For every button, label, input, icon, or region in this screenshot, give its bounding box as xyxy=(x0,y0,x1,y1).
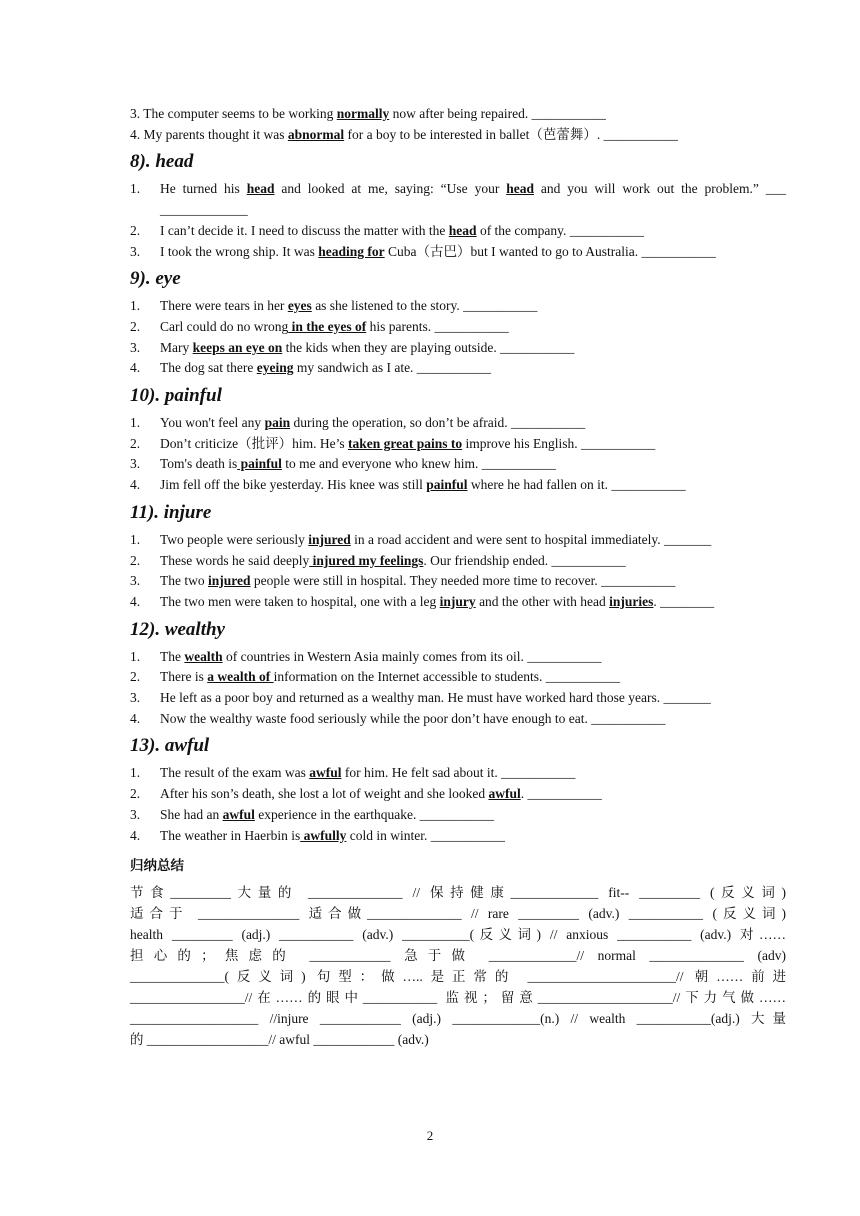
item-sentence: I can’t decide it. I need to discuss the matter with the head of the company. ___________ xyxy=(160,222,645,238)
item-number: 3. xyxy=(130,806,141,822)
summary-line: 节食_________大量的 ______________ // 保持健康_____________ fit-- _________ (反义词) xyxy=(130,885,786,901)
page-number: 2 xyxy=(426,1128,434,1143)
exercise-item xyxy=(130,688,786,709)
item-sentence: The weather in Haerbin is awfully cold in winter. ___________ xyxy=(160,827,505,843)
section-heading: 9). eye xyxy=(130,268,181,290)
item-sentence: After his son’s death, she lost a lot of weight and she looked awful. ___________ xyxy=(160,786,602,802)
keyword: head xyxy=(246,181,275,197)
section-heading: 11). injure xyxy=(130,501,212,523)
exercise-item xyxy=(130,709,786,730)
item-number: 2. xyxy=(130,318,141,334)
intro-line: 3. The computer seems to be working normally now after being repaired. ___________ xyxy=(130,106,606,121)
keyword: in the eyes of xyxy=(288,318,367,334)
answer-blank[interactable]: ___________ xyxy=(603,126,678,142)
item-number: 4. xyxy=(130,827,141,843)
item-sentence: I took the wrong ship. It was heading for Cuba（古巴）but I wanted to go to Australia. ___________ xyxy=(160,243,716,259)
exercise-item xyxy=(130,551,786,572)
item-number: 1. xyxy=(130,181,141,197)
item-number: 2. xyxy=(130,222,141,238)
item-sentence: Mary keeps an eye on the kids when they are playing outside. ___________ xyxy=(160,339,575,355)
summary-line: 适合于 _______________ 适合做______________ // rare _________ (adv.) ___________ (反义词) xyxy=(130,906,786,922)
exercise-item xyxy=(130,592,786,613)
exercise-item xyxy=(130,667,786,688)
item-sentence: Tom's death is painful to me and everyone who knew him. ___________ xyxy=(160,456,556,472)
keyword: awfully xyxy=(300,827,347,843)
keyword: keeps an eye on xyxy=(192,339,283,355)
exercise-sections xyxy=(130,150,786,846)
keyword: eyes xyxy=(287,298,312,314)
item-number: 1. xyxy=(130,531,141,547)
keyword: head xyxy=(506,181,534,197)
intro-lines xyxy=(130,104,786,145)
item-sentence: There is a wealth of information on the Internet accessible to students. ___________ xyxy=(160,669,621,685)
keyword: painful xyxy=(237,456,282,472)
exercise-item xyxy=(130,826,786,847)
item-number: 2. xyxy=(130,669,141,685)
item-sentence: Two people were seriously injured in a road accident and were sent to hospital immediately. _______ xyxy=(160,531,712,547)
exercise-item xyxy=(130,530,786,551)
exercise-item xyxy=(130,475,786,496)
summary-line: ___________________ //injure ____________ (adj.) _____________(n.) // wealth ___________(adj.) 大量 xyxy=(130,1011,786,1027)
item-number: 1. xyxy=(130,298,141,314)
item-sentence: Don’t criticize（批评）him. He’s taken great pains to improve his English. ___________ xyxy=(160,435,656,451)
summary-block xyxy=(130,882,786,1050)
item-sentence: He left as a poor boy and returned as a wealthy man. He must have worked hard those years. _______ xyxy=(160,690,711,706)
item-sentence: Carl could do no wrong in the eyes of his parents. ___________ xyxy=(160,318,509,334)
item-number: 3. xyxy=(130,573,141,589)
keyword: taken great pains to xyxy=(347,435,463,451)
exercise-item xyxy=(130,647,786,668)
keyword: injured my feelings xyxy=(309,552,424,568)
keyword: injury xyxy=(439,593,476,609)
item-sentence: The result of the exam was awful for him. He felt sad about it. ___________ xyxy=(160,765,576,781)
item-number: 1. xyxy=(130,648,141,664)
exercise-item xyxy=(130,571,786,592)
keyword: abnormal xyxy=(287,126,345,142)
section-heading: 8). head xyxy=(130,151,194,173)
section-heading: 12). wealthy xyxy=(130,618,225,640)
answer-blank[interactable]: ___________ xyxy=(531,106,606,121)
exercise-item xyxy=(130,221,786,242)
worksheet-page xyxy=(130,104,786,1050)
item-number: 3. xyxy=(130,456,141,472)
exercise-item xyxy=(130,784,786,805)
intro-line: 4. My parents thought it was abnormal for a boy to be interested in ballet（芭蕾舞）. ___________ xyxy=(130,126,678,142)
exercise-item xyxy=(130,413,786,434)
exercise-item xyxy=(130,434,786,455)
keyword: injuries xyxy=(609,593,654,609)
item-number: 1. xyxy=(130,765,141,781)
exercise-item xyxy=(130,179,786,220)
item-sentence: The wealth of countries in Western Asia mainly comes from its oil. ___________ xyxy=(160,648,602,664)
exercise-item xyxy=(130,242,786,263)
item-number: 4. xyxy=(130,593,141,609)
exercise-item xyxy=(130,763,786,784)
item-sentence: The two men were taken to hospital, one with a leg injury and the other with head injuries. ________ xyxy=(160,593,715,609)
keyword: eyeing xyxy=(256,360,294,376)
summary-line: _________________//在……的眼中___________ 监视；留意____________________//下力气做…… xyxy=(130,990,786,1006)
keyword: a wealth of xyxy=(207,669,274,685)
keyword: normally xyxy=(336,106,390,121)
item-sentence: The two injured people were still in hospital. They needed more time to recover. ___________ xyxy=(160,573,676,589)
item-number: 2. xyxy=(130,786,141,802)
item-sentence: Now the wealthy waste food seriously while the poor don’t have enough to eat. ___________ xyxy=(160,710,666,726)
summary-line: ______________(反义词) 句型：做…..是正常的 ______________________// 朝……前进 xyxy=(130,969,786,985)
exercise-item xyxy=(130,338,786,359)
exercise-item xyxy=(130,358,786,379)
keyword: injured xyxy=(308,531,351,547)
item-number: 3. xyxy=(130,690,141,706)
summary-line: 担心的；焦虑的 ____________ 急于做 _____________// normal ______________ (adv) xyxy=(130,948,786,964)
item-number: 2. xyxy=(130,552,141,568)
keyword: awful xyxy=(488,786,521,802)
item-sentence: These words he said deeply injured my feelings. Our friendship ended. ___________ xyxy=(160,552,626,568)
exercise-item xyxy=(130,296,786,317)
item-number: 3. xyxy=(130,339,141,355)
item-number: 3. xyxy=(130,243,141,259)
item-number: 1. xyxy=(130,415,141,431)
section-heading: 13). awful xyxy=(130,735,210,757)
keyword: pain xyxy=(264,415,291,431)
keyword: awful xyxy=(309,765,342,781)
keyword: painful xyxy=(426,477,468,493)
item-sentence: She had an awful experience in the earthquake. ___________ xyxy=(160,806,495,822)
exercise-item xyxy=(130,317,786,338)
section-heading: 10). painful xyxy=(130,385,222,407)
item-sentence: There were tears in her eyes as she listened to the story. ___________ xyxy=(160,298,538,314)
keyword: heading for xyxy=(318,243,385,259)
item-sentence: The dog sat there eyeing my sandwich as I ate. ___________ xyxy=(160,360,492,376)
summary-line: 的 __________________// awful ____________ (adv.) xyxy=(130,1032,429,1048)
exercise-item xyxy=(130,805,786,826)
item-number: 4. xyxy=(130,710,141,726)
item-number: 4. xyxy=(130,360,141,376)
summary-title: 归纳总结 xyxy=(130,858,184,875)
keyword: head xyxy=(448,222,477,238)
item-sentence: He turned his head and looked at me, saying: “Use your head and you will work out the problem.” ___ _____________ xyxy=(160,181,787,218)
keyword: wealth xyxy=(184,648,223,664)
item-number: 2. xyxy=(130,435,141,451)
exercise-item xyxy=(130,454,786,475)
item-sentence: Jim fell off the bike yesterday. His knee was still painful where he had fallen on it. ___________ xyxy=(160,477,686,493)
item-sentence: You won't feel any pain during the operation, so don’t be afraid. ___________ xyxy=(160,415,586,431)
summary-line: health _________ (adj.) ___________ (adv.) __________(反义词) // anxious ___________ (adv.) 对…… xyxy=(130,927,786,943)
item-number: 4. xyxy=(130,477,141,493)
keyword: injured xyxy=(208,573,251,589)
keyword: awful xyxy=(222,806,255,822)
